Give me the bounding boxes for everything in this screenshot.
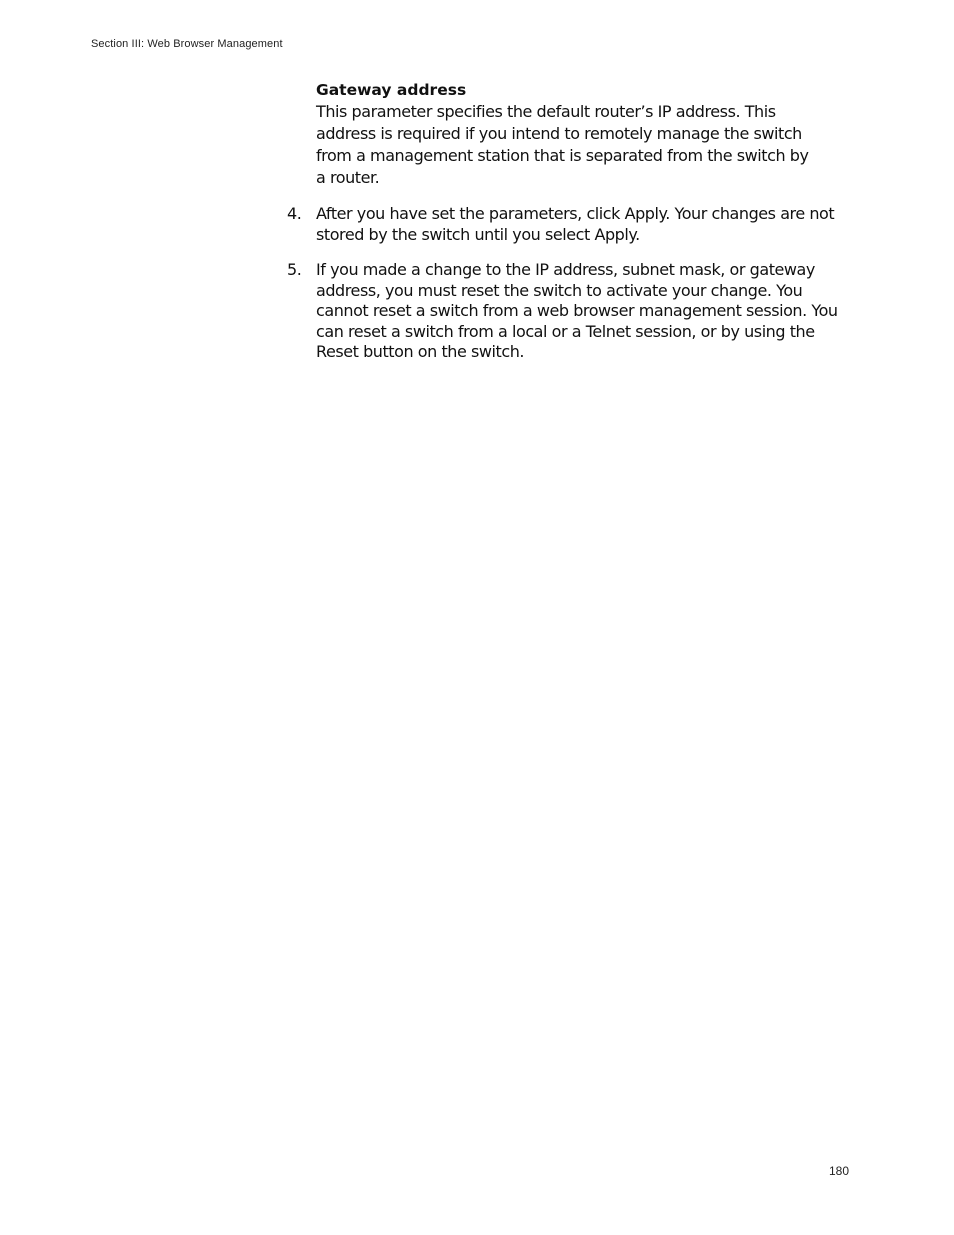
step-line: Reset button on the switch. <box>316 342 525 361</box>
step-line: address, you must reset the switch to activate your change. You <box>316 280 803 300</box>
step-text <box>316 260 847 363</box>
parameter-description <box>316 101 836 189</box>
description-line: This parameter specifies the default router’s IP address. This <box>316 102 776 121</box>
gateway-address-parameter <box>316 80 836 189</box>
running-header: Section III: Web Browser Management <box>91 38 283 50</box>
page-number: 180 <box>829 1164 850 1178</box>
step-number: 5. <box>287 260 302 279</box>
step-4 <box>287 204 847 245</box>
step-number: 4. <box>287 204 302 223</box>
step-line: After you have set the parameters, click Apply. Your changes are not <box>316 204 835 223</box>
step-line: stored by the switch until you select Apply. <box>316 224 640 244</box>
description-line: address is required if you intend to remotely manage the switch <box>316 124 802 143</box>
step-text <box>316 204 847 245</box>
step-line: cannot reset a switch from a web browser management session. You <box>316 301 838 320</box>
description-line: from a management station that is separated from the switch by <box>316 146 809 165</box>
procedure-steps <box>287 204 847 378</box>
parameter-title: Gateway address <box>316 81 467 99</box>
step-line: can reset a switch from a local or a Telnet session, or by using the <box>316 321 815 341</box>
step-line: If you made a change to the IP address, subnet mask, or gateway <box>316 260 815 279</box>
step-5 <box>287 260 847 363</box>
description-line: a router. <box>316 168 380 187</box>
